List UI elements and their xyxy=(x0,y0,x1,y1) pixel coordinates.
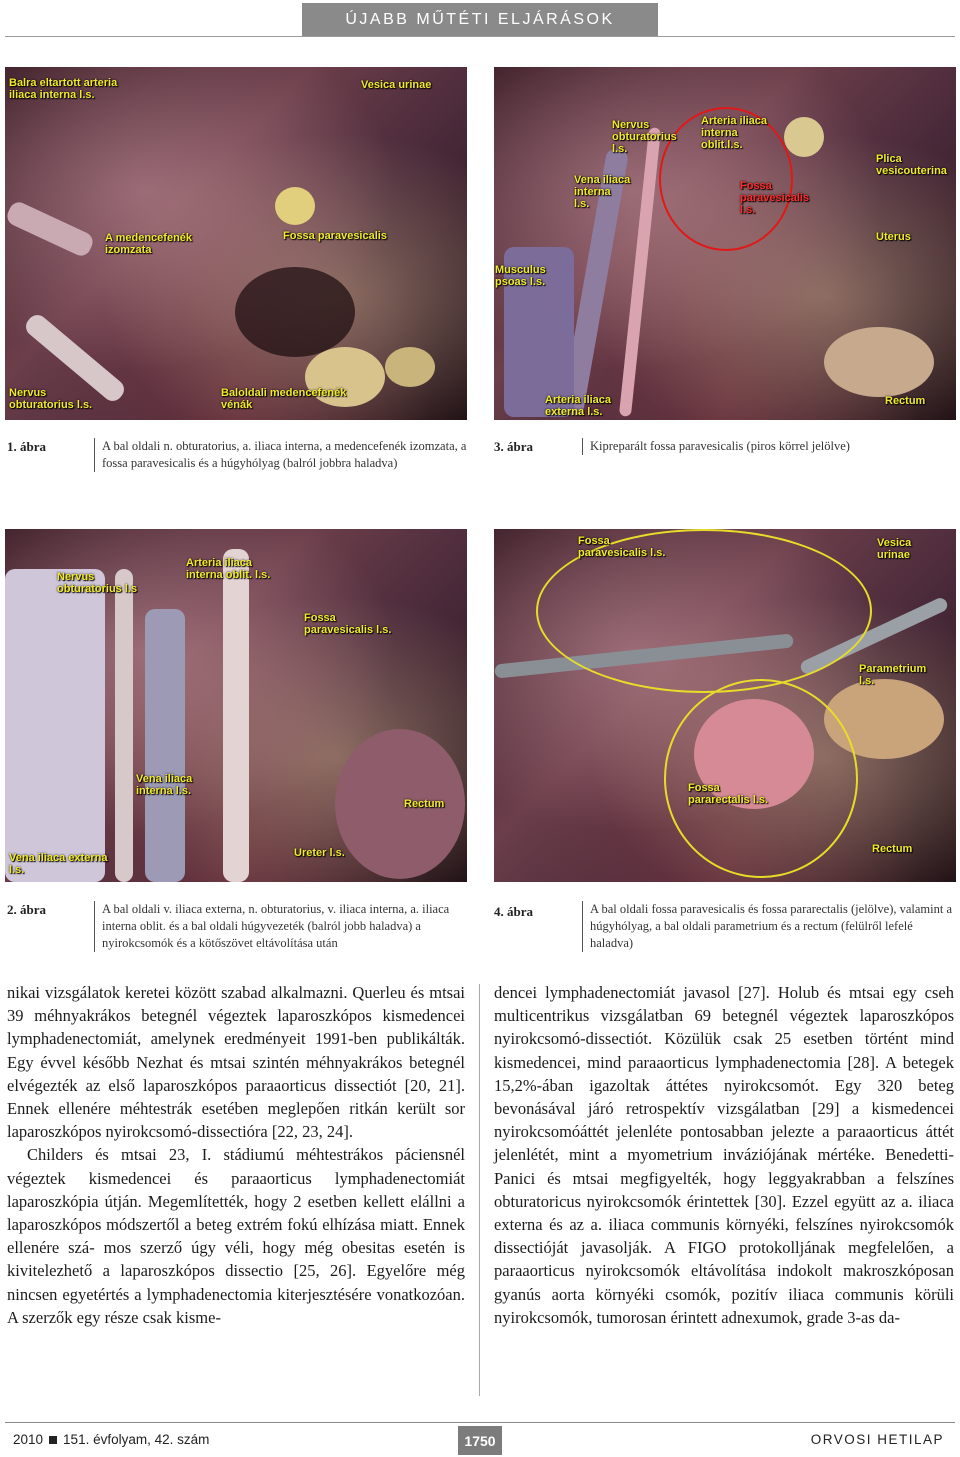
figure-3-label-1: Nervus obturatorius l.s. xyxy=(612,119,677,155)
page-number: 1750 xyxy=(458,1426,502,1455)
column-divider xyxy=(479,984,480,1396)
figure-2-number: 2. ábra xyxy=(7,902,46,917)
figure-3-label-3: Plica vesicouterina xyxy=(876,153,947,177)
fat-tissue xyxy=(385,347,435,387)
body-paragraph: dencei lymphadenectomiát javasol [27]. Holub és mtsai egy cseh multicentrikus vizsgálatban 69 betegnél végeztek laparoszkópos nyirokcsomó-dissectiót. Közülük csak 25 esetben történt mind kismedencei, mind paraaorticus lymphadenectomia [28]. A betegek 15,2%-ában igazoltak áttétes nyirokcsomót. Egy 320 beteg bevonásával járó retrospektív vizsgálatban [29] a kismedencei nyirokcsomóáttét jelenléte pontosabban jelezte a paraaorticus áttét jelenlétét, mint a myometrium inváziójának mértéke. Benedetti-Panici és mtsai megfigyelték, hogy leggyakrabban a felszínes obturatoricus nyirokcsomók érintettek [30]. Ezzel együtt az a. iliaca externa és az a. iliaca communis környéki, felszínes nyirokcsomók dissectióját javasolják. A FIGO protokolljának megfelelően, a paraaorticus nyirokcsomók eltávolítása indokolt makroszkóposan gyanús aorta környéki csomók, pozitív iliaca communis körüli nyirokcsomók, tumorosan érintett adnexumok, grade 3-as da- xyxy=(494,983,954,1327)
figure-3-caption: Kipreparált fossa paravesicalis (piros körrel jelölve) xyxy=(582,438,958,455)
fat-tissue xyxy=(784,117,824,157)
figure-1-number: 1. ábra xyxy=(7,439,46,454)
footer-rule xyxy=(5,1422,955,1423)
figure-4-label-3: Parametrium l.s. xyxy=(859,663,927,687)
dark-cavity xyxy=(235,267,355,357)
figure-4-label-1: Fossa paravesicalis l.s. xyxy=(578,535,666,559)
figure-2-label-1: Nervus obturatorius l.s xyxy=(57,571,138,595)
figure-3-label-8: Arteria iliaca externa l.s. xyxy=(545,394,612,418)
figure-3-label-7: Musculus psoas l.s. xyxy=(495,264,546,288)
yellow-circle-marker-lower xyxy=(664,679,858,878)
figure-2-caption: A bal oldali v. iliaca externa, n. obturatorius, v. iliaca interna, a. iliaca interna oblit. és a bal oldali húgyvezeték (balról jobb haladva) a nyirokcsomók és a kötőszövet eltávolítása után xyxy=(94,901,470,952)
figure-1-label-2: Vesica urinae xyxy=(361,79,432,91)
footer-year: 2010 xyxy=(13,1432,44,1447)
figure-3-label-6: Uterus xyxy=(876,231,911,243)
figure-4-image xyxy=(494,529,956,882)
figure-4-number: 4. ábra xyxy=(494,904,533,919)
body-paragraph: nikai vizsgálatok keretei között szabad alkalmazni. Querleu és mtsai 39 méhnyakrákos betegnél végeztek laparoszkópos kismedencei lymphadenectomiát, amelynek eredményeit 1991-ben publikálták. Egy évvel később Nezhat és mtsai szintén méhnyakrákos betegnél elvégezték az első laparoszkópos paraaorticus dissectiót [20, 21]. Ennek ellenére méhtestrák esetében meglepően ritkán került sor laparoszkópos nyirokcsomó-dissectióra [22, 23, 24]. xyxy=(7,983,465,1142)
figure-2-label-5: Rectum xyxy=(404,798,445,810)
figure-3-label-4: Vena iliaca interna l.s. xyxy=(574,174,631,210)
journal-name: ORVOSI HETILAP xyxy=(810,1432,944,1447)
figure-1-label-5: Nervus obturatorius l.s. xyxy=(9,387,93,411)
body-paragraph: Childers és mtsai 23, I. stádiumú méhtestrákos páciensnél végeztek kismedencei és paraaorticus lymphadenectomiát laparoszkópia útján. Megemlítették, hogy 2 esetben kellett elállni a laparoszkópos módszertől a beteg extrém fokú elhízása miatt. Ennek ellenére szá- mos szerző úgy véli, hogy még obesitas esetén is kivitelezhető a laparoszkópos dissectio [25, 26]. Egyelőre még nincsen egyetértés a lymphadenectomia kiterjesztésére vonatkozóan. A szerzők egy része csak kisme- xyxy=(7,1145,465,1327)
figure-1-label-3: A medencefenék izomzata xyxy=(105,232,193,256)
figure-1-label-4: Fossa paravesicalis xyxy=(283,230,387,242)
figure-1-image xyxy=(5,67,467,420)
figure-3-label-9: Rectum xyxy=(885,395,926,407)
figure-4-label-2: Vesica urinae xyxy=(877,537,912,561)
figure-3-image xyxy=(494,67,956,420)
footer-issue xyxy=(13,1432,209,1447)
figure-4-label-5: Rectum xyxy=(872,843,913,855)
figure-2-image xyxy=(5,529,467,882)
rectum-tissue xyxy=(335,729,465,879)
vessel-shape xyxy=(5,569,108,882)
header-rule xyxy=(5,36,955,37)
figure-2-label-4: Vena iliaca interna l.s. xyxy=(136,773,193,797)
figure-3-number: 3. ábra xyxy=(494,439,533,454)
figure-3-label-2: Arteria iliaca interna oblit.l.s. xyxy=(701,115,768,151)
square-bullet-icon xyxy=(49,1436,57,1444)
vessel-shape xyxy=(115,569,133,882)
figure-3-label-5: Fossa paravesicalis l.s. xyxy=(740,180,810,216)
body-column-right xyxy=(494,981,954,1329)
footer-volume: 151. évfolyam, 42. szám xyxy=(63,1432,210,1447)
section-header: ÚJABB MŰTÉTI ELJÁRÁSOK xyxy=(302,3,658,37)
figure-2-label-2: Arteria iliaca interna oblit. l.s. xyxy=(186,557,271,581)
fat-tissue xyxy=(275,187,315,225)
figure-2-label-3: Fossa paravesicalis l.s. xyxy=(304,612,392,636)
figure-1-caption: A bal oldali n. obturatorius, a. iliaca interna, a medencefenék izomzata, a fossa paravesicalis és a húgyhólyag (balról jobbra haladva) xyxy=(94,438,470,472)
figure-1-label-6: Baloldali medencefenék vénák xyxy=(221,387,347,411)
body-column-left xyxy=(7,981,465,1329)
figure-4-caption: A bal oldali fossa paravesicalis és fossa pararectalis (jelölve), valamint a húgyhólyag, a bal oldali parametrium és a rectum (felülről lefelé haladva) xyxy=(582,901,958,952)
fat-tissue xyxy=(824,327,934,397)
vessel-shape xyxy=(223,549,249,882)
vessel-shape xyxy=(5,199,96,259)
figure-2-label-6: Ureter l.s. xyxy=(294,847,345,859)
figure-1-label-1: Balra eltartott arteria iliaca interna l.s. xyxy=(9,77,118,101)
vessel-shape xyxy=(145,609,185,882)
figure-2-label-7: Vena iliaca externa l.s. xyxy=(9,852,108,876)
figure-4-label-4: Fossa pararectalis l.s. xyxy=(688,782,769,806)
